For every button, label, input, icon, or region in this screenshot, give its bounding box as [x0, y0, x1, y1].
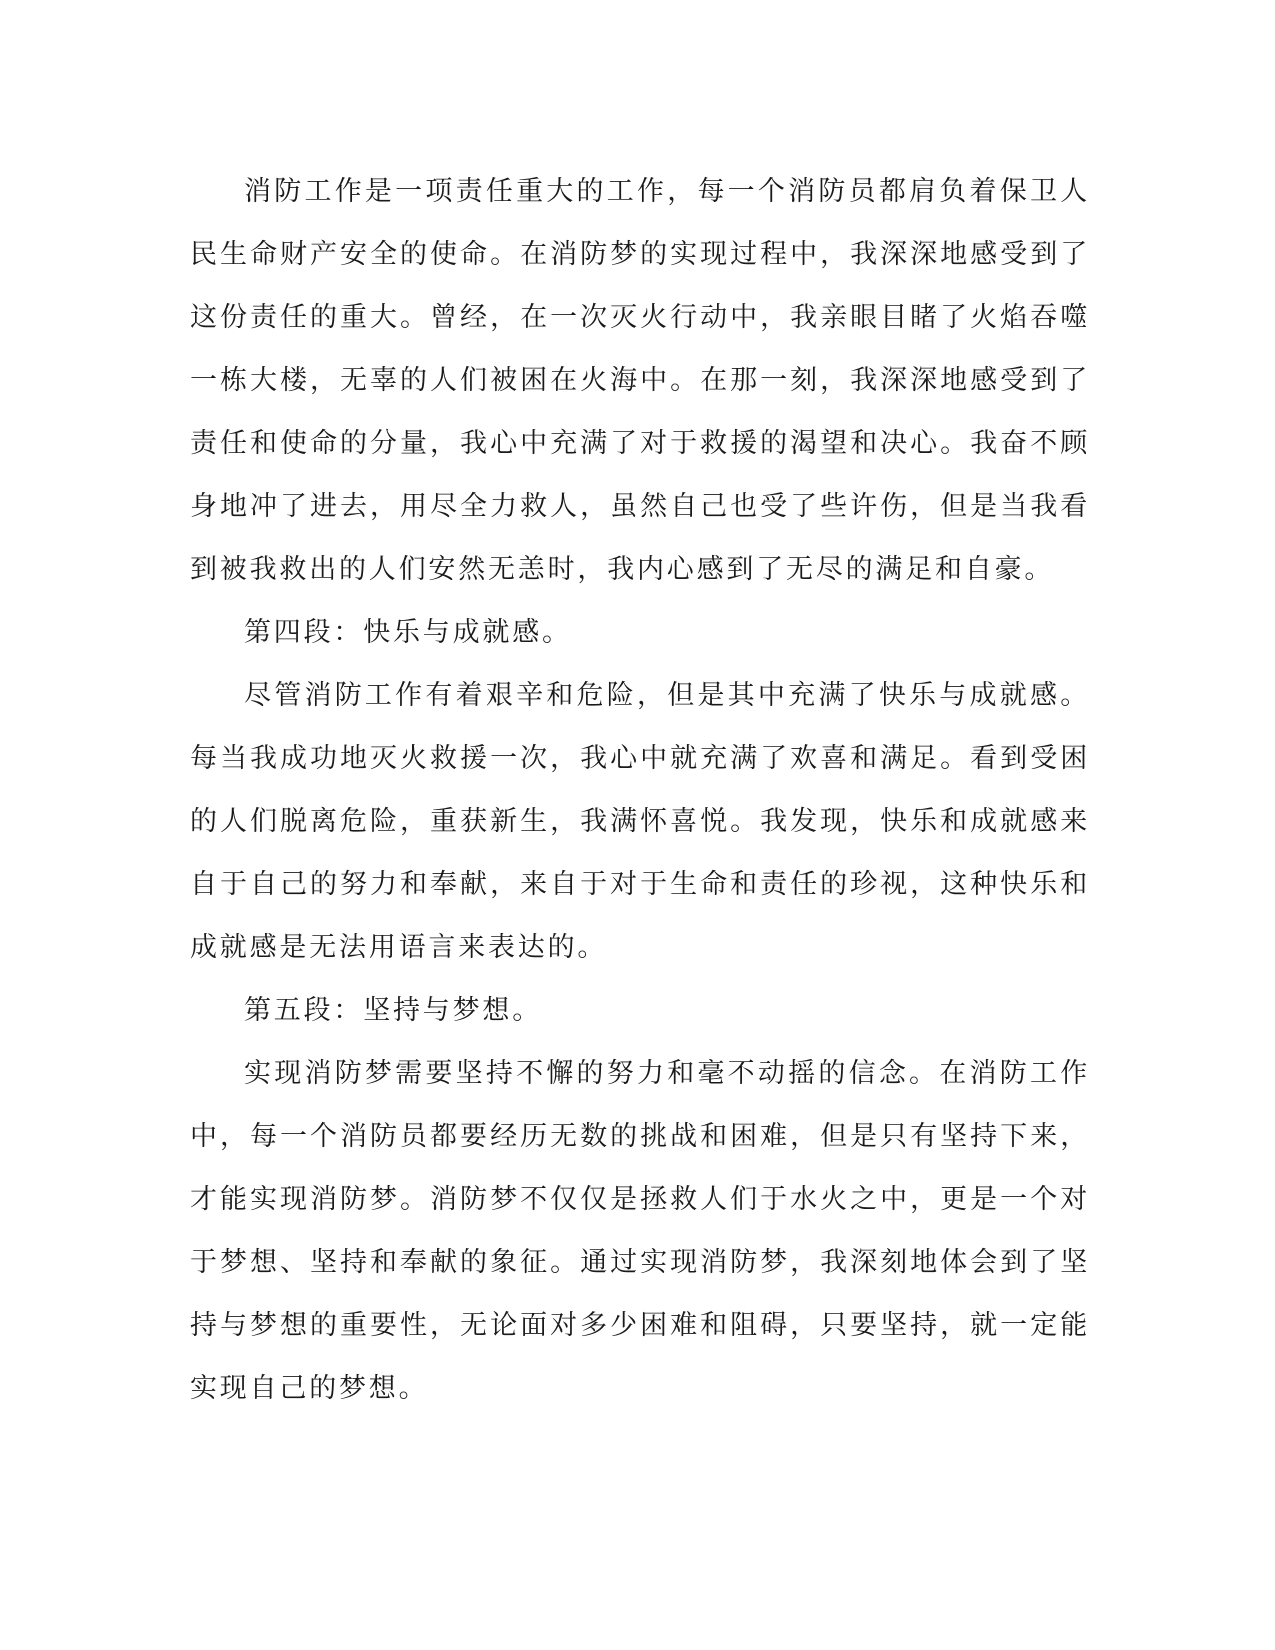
paragraph-joy: 尽管消防工作有着艰辛和危险，但是其中充满了快乐与成就感。每当我成功地灭火救援一次，我心中就充满了欢喜和满足。看到受困的人们脱离危险，重获新生，我满怀喜悦。我发现，快乐和成就感来自于自己的努力和奉献，来自于对于生命和责任的珍视，这种快乐和成就感是无法用语言来表达的。 [190, 680, 1090, 963]
paragraph-persistence: 实现消防梦需要坚持不懈的努力和毫不动摇的信念。在消防工作中，每一个消防员都要经历无数的挑战和困难，但是只有坚持下来，才能实现消防梦。消防梦不仅仅是拯救人们于水火之中，更是一个对于梦想、坚持和奉献的象征。通过实现消防梦，我深刻地体会到了坚持与梦想的重要性，无论面对多少困难和阻碍，只要坚持，就一定能实现自己的梦想。 [190, 1058, 1090, 1404]
paragraph-responsibility: 消防工作是一项责任重大的工作，每一个消防员都肩负着保卫人民生命财产安全的使命。在消防梦的实现过程中，我深深地感受到了这份责任的重大。曾经，在一次灭火行动中，我亲眼目睹了火焰吞噬一栋大楼，无辜的人们被困在火海中。在那一刻，我深深地感受到了责任和使命的分量，我心中充满了对于救援的渴望和决心。我奋不顾身地冲了进去，用尽全力救人，虽然自己也受了些许伤，但是当我看到被我救出的人们安然无恙时，我内心感到了无尽的满足和自豪。 [190, 176, 1090, 585]
document-body [190, 160, 1090, 1420]
section-heading-persistence: 第五段：坚持与梦想。 [244, 995, 542, 1026]
section-heading-joy: 第四段：快乐与成就感。 [244, 617, 572, 648]
